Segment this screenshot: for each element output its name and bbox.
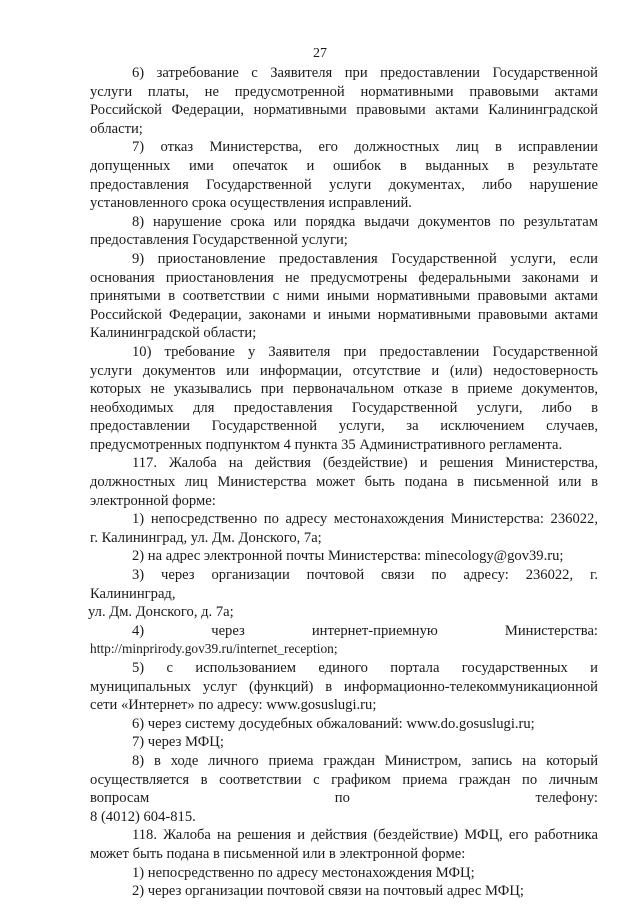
text-line: может быть подана в письменной или в электронной форме: — [90, 845, 466, 862]
text-line: области; — [90, 120, 143, 137]
text-line: допущенных ими опечаток и ошибок в выданных в результате — [90, 157, 598, 174]
text-line: 7) через МФЦ; — [132, 734, 224, 751]
text-line: необходимых для предоставления Государственной услуги, либо в — [90, 399, 598, 416]
text-line: услуги платы, не предусмотренной нормативными правовыми актами — [90, 83, 598, 100]
text-line: установленного срока осуществления исправлений. — [90, 195, 412, 212]
text-line: Российской Федерации, законами и иными нормативными правовыми актами — [90, 306, 598, 323]
text-line: 2) на адрес электронной почты Министерства: minecology@gov39.ru; — [132, 548, 564, 565]
text-line: 6) через систему досудебных обжалований: www.do.gosuslugi.ru; — [132, 715, 535, 732]
text-line: 6) затребование с Заявителя при предоставлении Государственной — [132, 65, 598, 81]
text-line: которых не указывались при первоначальном отказе в приеме документов, — [90, 381, 598, 398]
text-line: основания приостановления не предусмотрены федеральными законами и — [90, 269, 598, 286]
text-line: 118. Жалоба на решения и действия (бездействие) МФЦ, его работника — [132, 827, 598, 844]
text-line: 3) через организации почтовой связи по адресу: 236022, г. — [132, 567, 598, 584]
text-line: Российской Федерации, нормативными правовыми актами Калининградской — [90, 102, 598, 119]
text-line: вопросам по телефону: — [90, 790, 598, 807]
text-line: ул. Дм. Донского, д. 7а; — [88, 604, 234, 621]
document-body — [90, 64, 598, 901]
text-line: 1) непосредственно по адресу местонахождения МФЦ; — [132, 864, 475, 881]
text-line: Калининград, — [90, 585, 176, 602]
text-line: 1) непосредственно по адресу местонахождения Министерства: 236022, — [132, 511, 598, 528]
text-line: муниципальных услуг (функций) в информационно-телекоммуникационной — [90, 678, 598, 695]
text-line: сети «Интернет» по адресу: www.gosuslugi.ru; — [90, 697, 377, 714]
text-line: 117. Жалоба на действия (бездействие) и решения Министерства, — [132, 455, 598, 472]
text-line: 8) в ходе личного приема граждан Министром, запись на который — [132, 752, 598, 769]
text-line: г. Калининград, ул. Дм. Донского, 7а; — [90, 529, 322, 546]
text-line: 2) через организации почтовой связи на почтовый адрес МФЦ; — [132, 883, 524, 900]
text-line: должностных лиц Министерства может быть подана в письменной или в — [90, 474, 598, 491]
text-line: предоставления Государственной услуги; — [90, 232, 348, 249]
text-line: 10) требование у Заявителя при предоставлении Государственной — [132, 343, 598, 360]
text-line: осуществляется в соответствии с графиком приема граждан по личным — [90, 771, 598, 788]
text-line: 8 (4012) 604-815. — [90, 808, 196, 825]
text-line: 7) отказ Министерства, его должностных лиц в исправлении — [132, 139, 598, 156]
text-line: 5) с использованием единого портала государственных и — [132, 660, 598, 676]
page-number: 27 — [313, 46, 327, 61]
text-line: услуги документов или информации, отсутствие и (или) недостоверность — [90, 362, 598, 379]
text-line: принятыми в соответствии с ними иными нормативными правовыми актами — [90, 288, 598, 305]
text-line: 8) нарушение срока или порядка выдачи документов по результатам — [132, 213, 598, 230]
text-line: предоставлении Государственной услуги, за исключением случаев, — [90, 418, 598, 435]
text-line: Калининградской области; — [90, 325, 257, 342]
text-line: 4) через интернет-приемную Министерства: — [132, 622, 598, 639]
text-line: 9) приостановление предоставления Государственной услуги, если — [132, 250, 598, 267]
text-line: электронной форме: — [90, 492, 216, 509]
text-line: http://minprirody.gov39.ru/internet_reception; — [90, 641, 338, 657]
text-line: предоставления Государственной услуги документах, либо нарушение — [90, 176, 598, 193]
text-line: предусмотренных подпунктом 4 пункта 35 Административного регламента. — [90, 436, 563, 453]
